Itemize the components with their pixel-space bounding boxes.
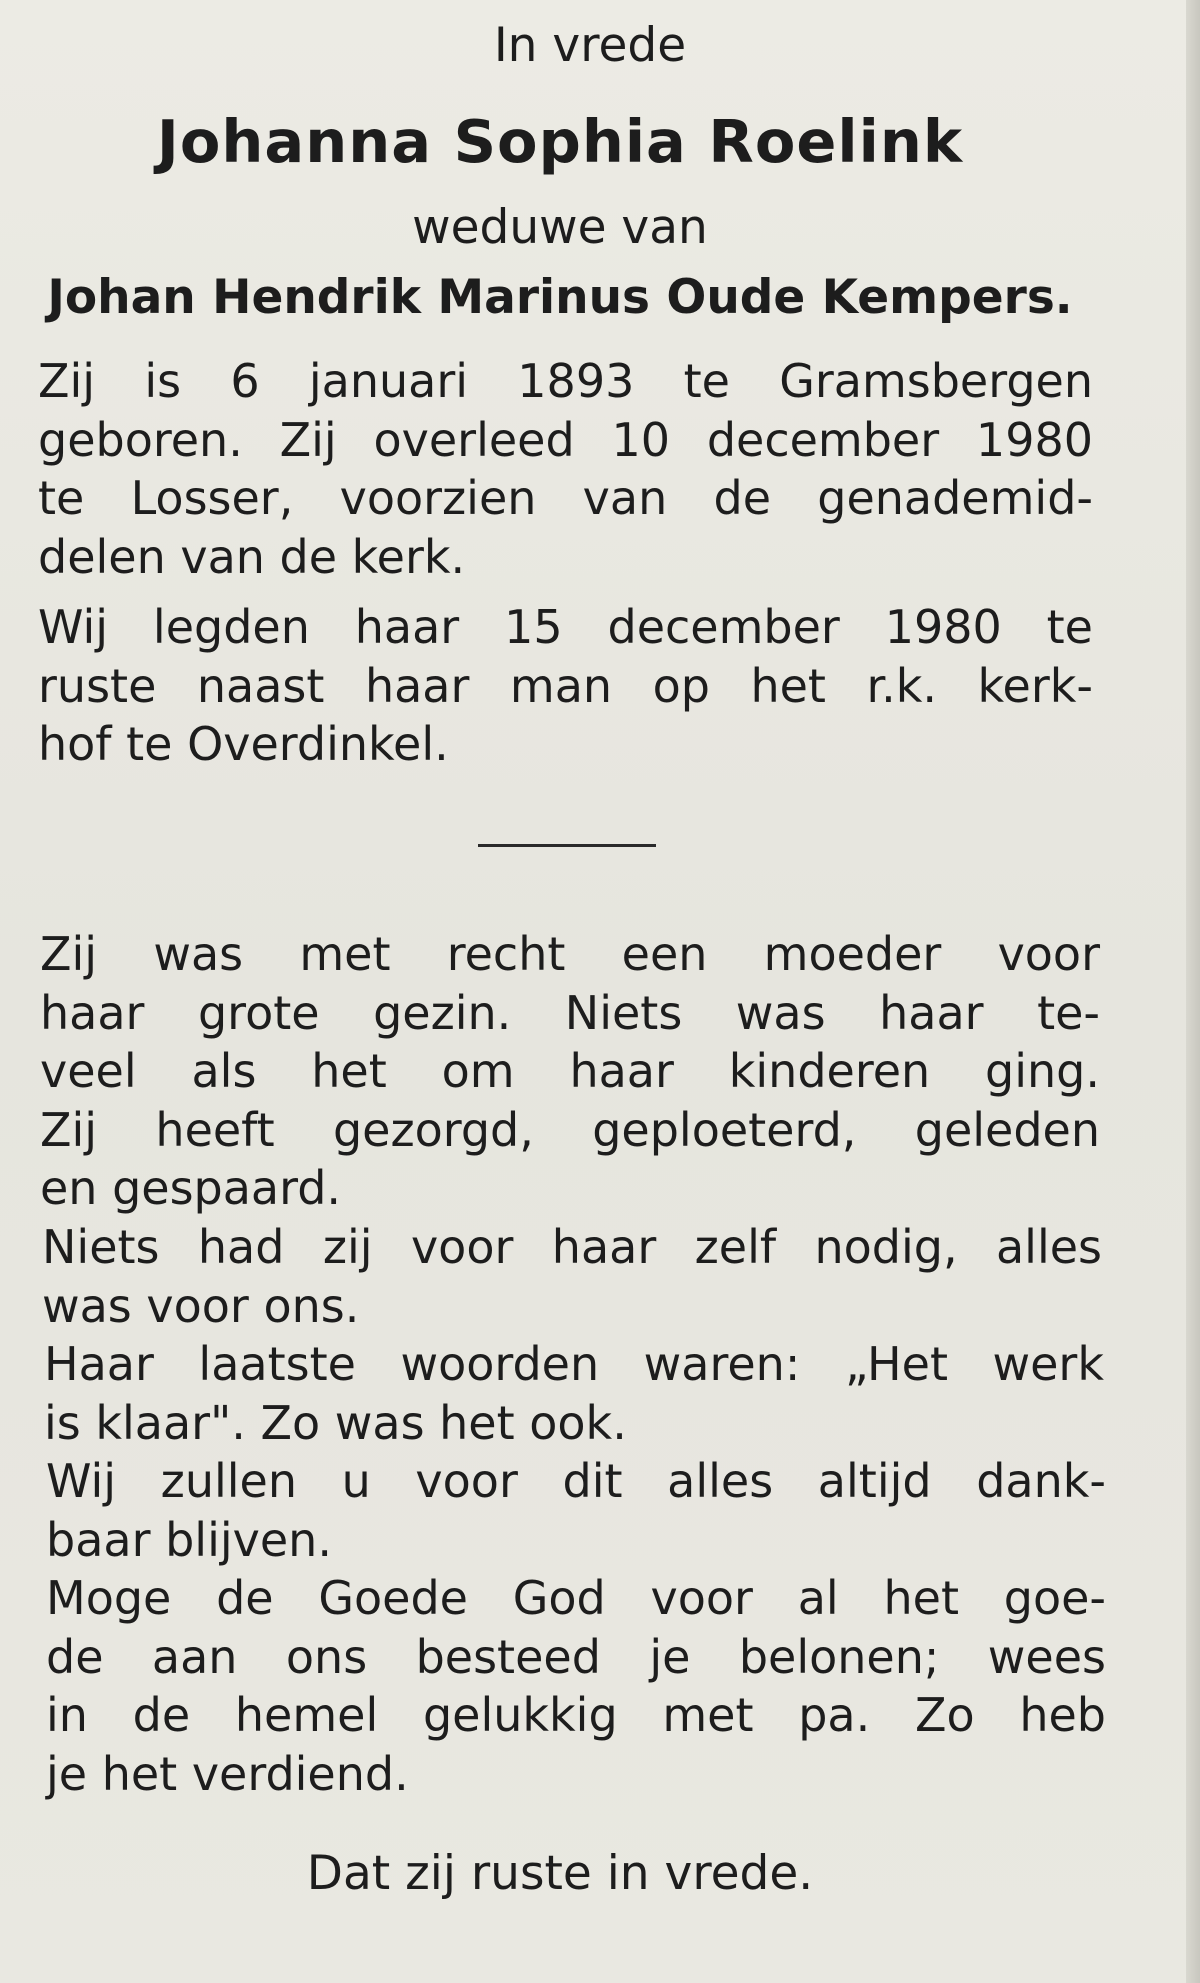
text-line: Niets had zij voor haar zelf nodig, alles	[42, 1220, 1102, 1274]
text-line: en gespaard.	[40, 1161, 342, 1215]
text-line: te Losser, voorzien van de genademid-	[38, 471, 1093, 525]
closing-line: Dat zij ruste in vrede.	[306, 1846, 814, 1901]
tribute-paragraph-1	[40, 925, 1100, 1218]
text-line: geboren. Zij overleed 10 december 1980	[38, 412, 1093, 467]
text-line: in de hemel gelukkig met pa. Zo heb	[46, 1688, 1106, 1742]
spouse-name: Johan Hendrik Marinus Oude Kempers.	[47, 270, 1073, 325]
text-line: je het verdiend.	[46, 1746, 409, 1801]
text-line: Zij heeft gezorgd, geploeterd, geleden	[40, 1102, 1100, 1157]
tribute-paragraph-4	[46, 1452, 1106, 1569]
text-line: Haar laatste woorden waren: „Het werk	[44, 1337, 1104, 1391]
text-line: Zij is 6 januari 1893 te Gramsbergen	[38, 354, 1093, 408]
card-edge	[1186, 0, 1200, 1983]
deceased-name: Johanna Sophia Roelink	[156, 107, 964, 176]
tribute-paragraph-2	[42, 1218, 1102, 1335]
text-line: was voor ons.	[42, 1278, 360, 1333]
text-line: Moge de Goede God voor al het goe-	[46, 1571, 1106, 1625]
text-line: Wij zullen u voor dit alles altijd dank-	[46, 1454, 1106, 1508]
tribute-paragraph-3	[44, 1335, 1104, 1452]
text-line: is klaar". Zo was het ook.	[44, 1395, 627, 1450]
divider-line	[478, 844, 656, 847]
text-line: baar blijven.	[46, 1512, 332, 1567]
text-line: Wij legden haar 15 december 1980 te	[38, 600, 1093, 654]
biography-paragraph-2	[38, 598, 1093, 774]
text-line: de aan ons besteed je belonen; wees	[46, 1629, 1106, 1684]
in-vrede-heading: In vrede	[493, 18, 687, 73]
text-line: ruste naast haar man op het r.k. kerk-	[38, 658, 1093, 713]
biography-paragraph-1	[38, 352, 1093, 586]
tribute-paragraph-5	[46, 1569, 1106, 1803]
widow-of-label: weduwe van	[412, 200, 708, 255]
text-line: Zij was met recht een moeder voor	[40, 927, 1100, 981]
text-line: delen van de kerk.	[38, 529, 466, 584]
text-line: veel als het om haar kinderen ging.	[40, 1044, 1100, 1098]
text-line: haar grote gezin. Niets was haar te-	[40, 985, 1100, 1040]
text-line: hof te Overdinkel.	[38, 717, 449, 771]
